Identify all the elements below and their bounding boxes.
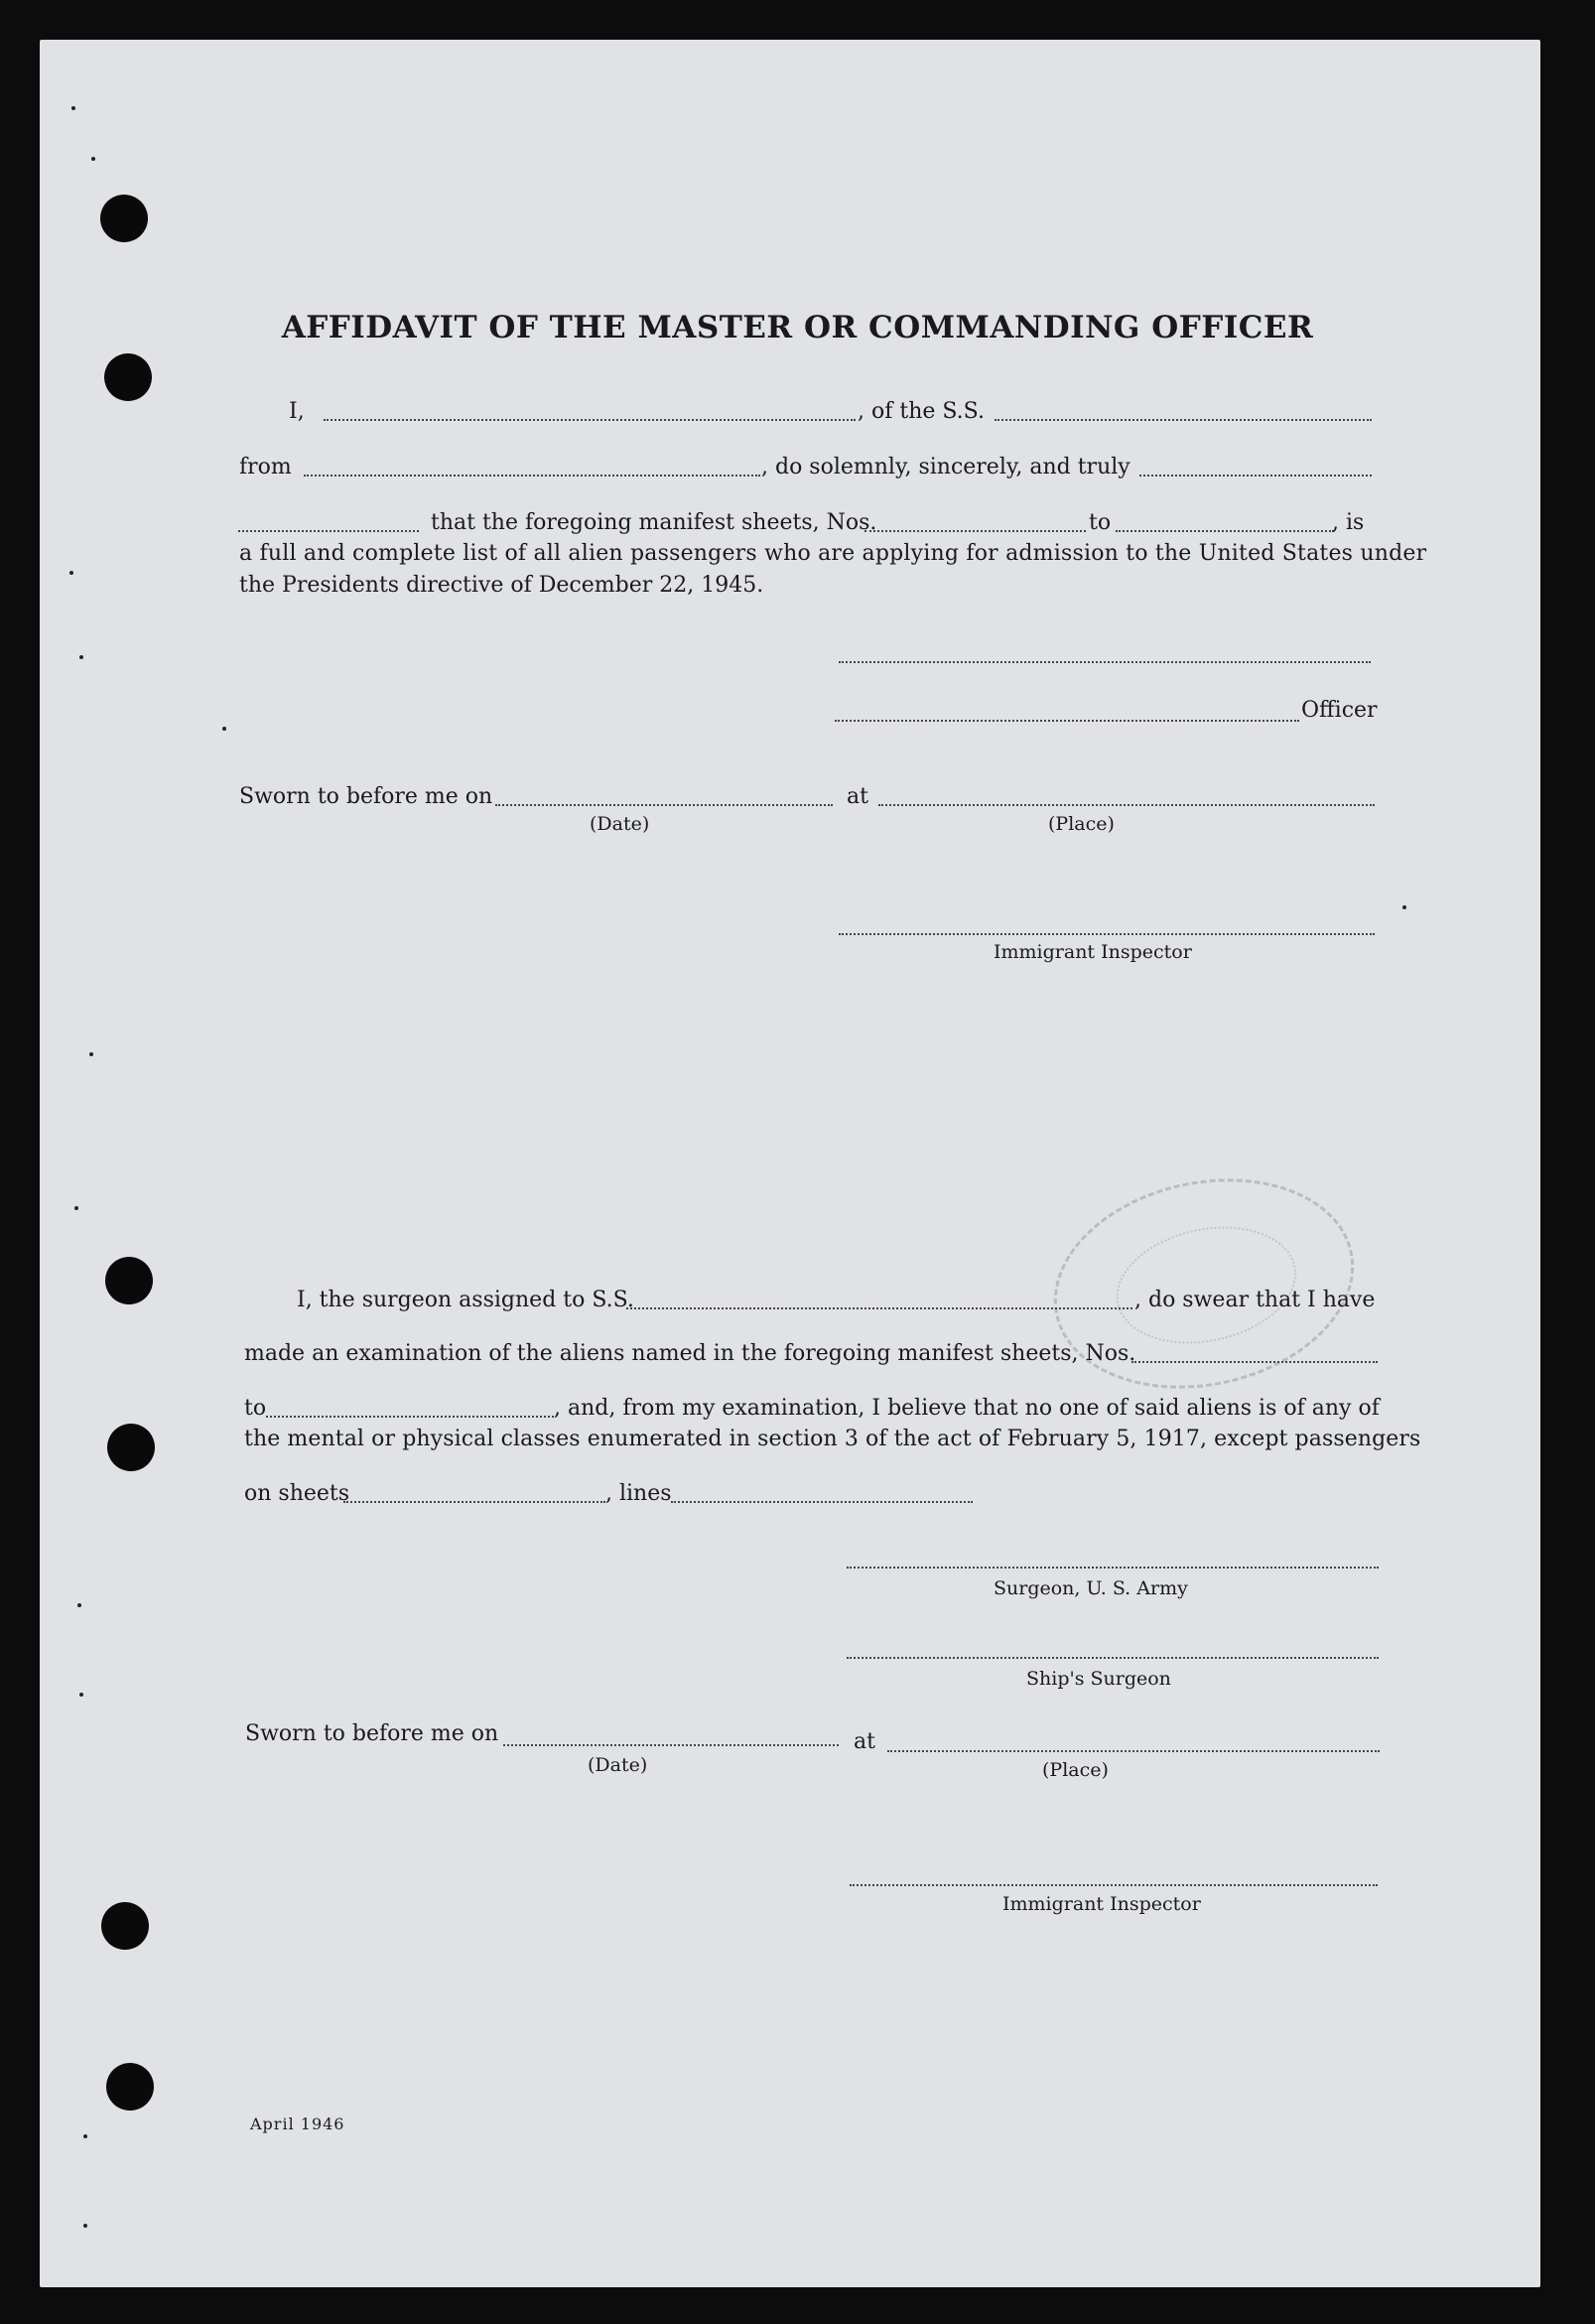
surgeon-ship-field[interactable] <box>626 1307 1132 1309</box>
master-sworn-label: Sworn to before me on <box>239 784 493 809</box>
surgeon-line5-start: on sheets <box>244 1481 350 1506</box>
punch-hole-4 <box>107 1424 155 1471</box>
speck <box>91 157 95 161</box>
surgeon-inspector-caption: Immigrant Inspector <box>1002 1893 1201 1915</box>
speck <box>79 655 83 659</box>
army-surgeon-signature-line[interactable] <box>847 1567 1379 1569</box>
master-inspector-signature-line[interactable] <box>839 933 1375 935</box>
master-line2-mid: , do solemnly, sincerely, and truly <box>761 455 1130 479</box>
surgeon-sworn-place-field[interactable] <box>887 1750 1380 1752</box>
master-line2-start: from <box>239 455 292 479</box>
master-line5: the Presidents directive of December 22, 1945. <box>239 573 764 598</box>
surgeon-line1-start: I, the surgeon assigned to S.S. <box>297 1288 634 1312</box>
speck <box>89 1052 93 1056</box>
master-at-label: at <box>847 784 868 809</box>
speck <box>79 1693 83 1697</box>
master-date-caption: (Date) <box>590 813 650 835</box>
master-line3-to: to <box>1089 510 1112 535</box>
surgeon-line1-end: , do swear that I have <box>1134 1288 1376 1312</box>
surgeon-sheet-from-field[interactable] <box>1131 1361 1378 1363</box>
surgeon-line3-start: to <box>244 1396 267 1421</box>
speck <box>1402 905 1406 909</box>
surgeon-inspector-signature-line[interactable] <box>850 1884 1378 1886</box>
form-page <box>40 40 1540 2287</box>
surgeon-date-caption: (Date) <box>588 1754 648 1776</box>
departure-port-field[interactable] <box>304 475 760 477</box>
master-inspector-caption: Immigrant Inspector <box>994 941 1192 963</box>
punch-hole-1 <box>100 195 148 242</box>
ship-name-field[interactable] <box>995 419 1372 421</box>
sheet-to-field[interactable] <box>1116 530 1334 532</box>
surgeon-line2: made an examination of the aliens named in the foregoing manifest sheets, Nos. <box>244 1341 1136 1366</box>
surgeon-at-label: at <box>854 1729 875 1754</box>
speck <box>77 1603 81 1607</box>
speck <box>83 2134 87 2138</box>
master-line4: a full and complete list of all alien passengers who are applying for admission to the United States under <box>239 541 1427 566</box>
punch-hole-6 <box>106 2063 154 2111</box>
punch-hole-2 <box>104 353 152 401</box>
speck <box>83 2224 87 2228</box>
master-signature-line[interactable] <box>839 661 1371 663</box>
surgeon-sworn-date-field[interactable] <box>503 1744 839 1746</box>
speck <box>71 106 75 110</box>
master-line3-mid: that the foregoing manifest sheets, Nos. <box>431 510 877 535</box>
master-name-field[interactable] <box>324 419 856 421</box>
exception-sheets-field[interactable] <box>343 1501 605 1503</box>
oath-type-field[interactable] <box>1139 475 1372 477</box>
master-line1-start: I, <box>289 399 305 424</box>
punch-hole-3 <box>105 1257 153 1304</box>
ship-surgeon-signature-line[interactable] <box>847 1657 1379 1659</box>
army-surgeon-caption: Surgeon, U. S. Army <box>994 1577 1188 1599</box>
officer-label: Officer <box>1301 698 1378 723</box>
surgeon-place-caption: (Place) <box>1042 1759 1109 1781</box>
speck <box>74 1206 78 1210</box>
exception-lines-field[interactable] <box>671 1501 973 1503</box>
surgeon-sheet-to-field[interactable] <box>266 1416 554 1418</box>
master-sworn-date-field[interactable] <box>495 804 833 806</box>
speck <box>222 727 226 731</box>
master-line1-mid: , of the S.S. <box>858 399 985 424</box>
master-line3-end: , is <box>1332 510 1365 535</box>
surgeon-line4: the mental or physical classes enumerated in section 3 of the act of February 5, 1917, except passengers <box>244 1427 1421 1451</box>
master-sworn-place-field[interactable] <box>878 804 1375 806</box>
master-place-caption: (Place) <box>1048 813 1115 835</box>
oath-continuation-field[interactable] <box>238 530 419 532</box>
surgeon-line3-end: , and, from my examination, I believe that no one of said aliens is of any of <box>554 1396 1380 1421</box>
sheet-from-field[interactable] <box>864 530 1086 532</box>
surgeon-line5-mid: , lines <box>605 1481 672 1506</box>
speck <box>69 571 73 575</box>
ship-surgeon-caption: Ship's Surgeon <box>1026 1668 1171 1690</box>
form-title: AFFIDAVIT OF THE MASTER OR COMMANDING OFFICER <box>281 310 1314 345</box>
officer-signature-line[interactable] <box>835 720 1299 722</box>
surgeon-sworn-label: Sworn to before me on <box>245 1721 499 1746</box>
punch-hole-5 <box>101 1902 149 1950</box>
form-revision-date: April 1946 <box>250 2115 345 2133</box>
